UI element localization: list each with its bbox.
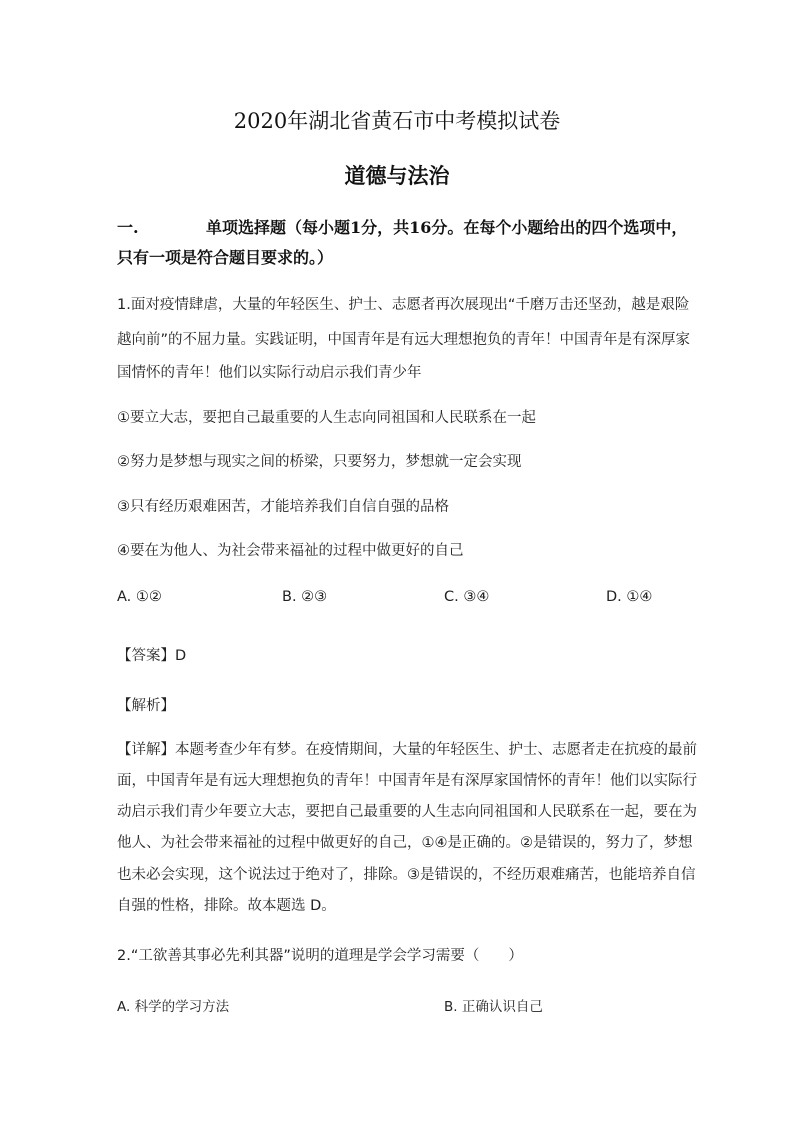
q1-statement: ④要在为他人、为社会带来福祉的过程中做更好的自己 [117,543,464,559]
q1-statement: ②努力是梦想与现实之间的桥梁，只要努力，梦想就一定会实现 [117,454,522,470]
q2-option-b: B. 正确认识自己 [444,999,543,1015]
q1-option-a: A. ①② [117,589,162,605]
q1-statement: ①要立大志，要把自己最重要的人生志向同祖国和人民联系在一起 [117,410,536,426]
q1-detail-line: 自强的性格，排除。故本题选 D。 [117,898,336,914]
q1-stem-line: 越向前”的不屈力量。实践证明，中国青年是有远大理想抱负的青年！中国青年是有深厚家 [117,332,691,348]
q1-option-d: D. ①④ [606,589,653,605]
q1-answer: 【答案】D [117,648,187,664]
section-heading-line2: 只有一项是符合题目要求的。） [117,248,334,267]
q1-detail-line: 他人、为社会带来福祉的过程中做更好的自己，①④是正确的。②是错误的，努力了，梦想 [117,835,693,851]
q1-detail-line: 面，中国青年是有远大理想抱负的青年！中国青年是有深厚家国情怀的青年！他们以实际行 [117,773,697,789]
subject-title: 道德与法治 [344,163,450,188]
q1-option-c: C. ③④ [444,589,490,605]
q2-stem: 2.“工欲善其事必先利其器”说明的道理是学会学习需要（ ） [117,948,523,964]
q1-analysis-label: 【解析】 [117,698,175,714]
section-number: 一. [117,218,139,237]
q1-detail-line: 也未必会实现，这个说法过于绝对了，排除。③是错误的，不经历艰难痛苦，也能培养自信 [117,867,696,883]
page-title: 2020年湖北省黄石市中考模拟试卷 [233,109,561,133]
q2-option-a: A. 科学的学习方法 [117,999,230,1015]
section-heading-line1: 单项选择题（每小题1分，共16分。在每个小题给出的四个选项中， [206,218,688,237]
q1-option-b: B. ②③ [282,589,328,605]
q1-stem-line: 国情怀的青年！他们以实际行动启示我们青少年 [117,365,422,381]
q1-stem-line: 1.面对疫情肆虐，大量的年轻医生、护士、志愿者再次展现出“千磨万击还坚劲，越是艰险 [117,297,690,313]
q1-detail-line: 【详解】本题考查少年有梦。在疫情期间，大量的年轻医生、护士、志愿者走在抗疫的最前 [117,742,697,758]
q1-statement: ③只有经历艰难困苦，才能培养我们自信自强的品格 [117,499,449,515]
q1-detail-line: 动启示我们青少年要立大志，要把自己最重要的人生志向同祖国和人民联系在一起，要在为 [117,804,697,820]
